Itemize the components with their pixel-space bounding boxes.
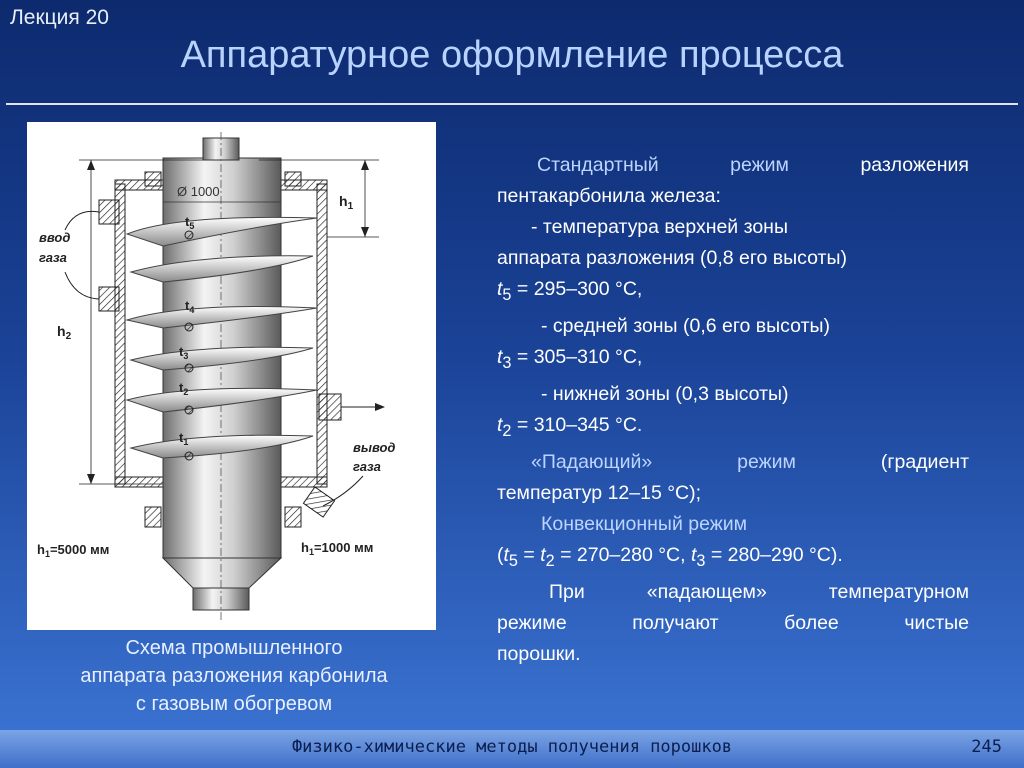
shell-wall-left xyxy=(115,184,125,484)
h2-label: $h_2$ xyxy=(57,323,72,342)
gas-inlet-label-1: ввод xyxy=(39,230,71,245)
text-line: - температура верхней зоны xyxy=(531,216,788,238)
sensor-t5 xyxy=(185,231,193,239)
text-line: $t_3 = 305-310$ °C, xyxy=(497,345,643,372)
text-line: температур 12–15 °C); xyxy=(497,481,702,504)
text-line: «Падающий» режим (градиент xyxy=(531,450,969,473)
sensor-t2-label: $t_2$ xyxy=(179,380,189,397)
gas-inlet-arrow-2 xyxy=(65,272,99,299)
gas-outlet-nozzle xyxy=(319,394,341,420)
caption-line: с газовым обогревом xyxy=(135,693,333,715)
sensor-t2 xyxy=(185,406,193,414)
footer-bar xyxy=(0,730,1024,768)
apparatus-diagram xyxy=(27,122,436,630)
sensor-t3 xyxy=(185,364,193,372)
diameter-label: Ø 1000 xyxy=(177,184,220,199)
text-line: аппарата разложения (0,8 его высоты) xyxy=(497,247,848,269)
sensor-t3-label: $t_3$ xyxy=(179,344,189,361)
caption-line: Схема промышленного xyxy=(125,637,343,659)
gas-inlet-nozzle-2 xyxy=(99,287,119,311)
text-line: При «падающем» температурном xyxy=(549,580,969,603)
text-line: $t_2 = 310-345$ °C. xyxy=(497,413,643,440)
gas-inlet-arrow-1 xyxy=(65,211,99,230)
text-line: Стандартный режим разложения xyxy=(537,154,969,176)
shell-wall-right xyxy=(317,184,327,484)
sensor-t4 xyxy=(185,323,193,331)
footer-title: Физико-химические методы получения порошков xyxy=(291,737,733,757)
sensor-t4-label: $t_4$ xyxy=(185,298,195,315)
h1-label: $h_1$ xyxy=(339,193,354,212)
gas-outlet-label-1: вывод xyxy=(353,440,396,455)
gas-outlet-label-2: газа xyxy=(353,459,381,474)
apparatus-svg xyxy=(27,122,436,630)
page-title: Аппаратурное оформление процесса xyxy=(180,34,844,76)
sensor-t1-label: $t_1$ xyxy=(179,430,189,447)
text-line: пентакарбонила железа: xyxy=(497,185,721,207)
text-line: - средней зоны (0,6 его высоты) xyxy=(541,314,831,337)
bottom-cone xyxy=(163,558,281,588)
sensor-t5-label: $t_5$ xyxy=(185,214,195,231)
title-divider xyxy=(6,103,1018,105)
text-line: Конвекционный режим xyxy=(541,512,748,535)
figure-caption xyxy=(20,634,448,718)
dimension-left-label: $h_1=5000$ мм xyxy=(37,542,110,559)
page-number: 245 xyxy=(971,737,1002,757)
lecture-number: Лекция 20 xyxy=(10,6,109,29)
text-line: ($t_5 = t_2 = 270-280$ °C, $t_3 = 280-290$ °C). xyxy=(497,543,843,570)
gas-inlet-label-2: газа xyxy=(39,250,67,265)
gas-inlet-nozzle-1 xyxy=(99,200,119,224)
text-line: режиме получают более чистые xyxy=(497,611,969,634)
dimension-right-label: $h_1=1000$ мм xyxy=(301,540,374,557)
text-line: $t_5 = 295-300$ °C, xyxy=(497,278,643,304)
caption-line: аппарата разложения карбонила xyxy=(80,665,388,687)
sensor-t1 xyxy=(185,452,193,460)
description-text xyxy=(497,150,969,670)
text-line: порошки. xyxy=(497,642,581,665)
text-line: - нижней зоны (0,3 высоты) xyxy=(541,382,789,405)
